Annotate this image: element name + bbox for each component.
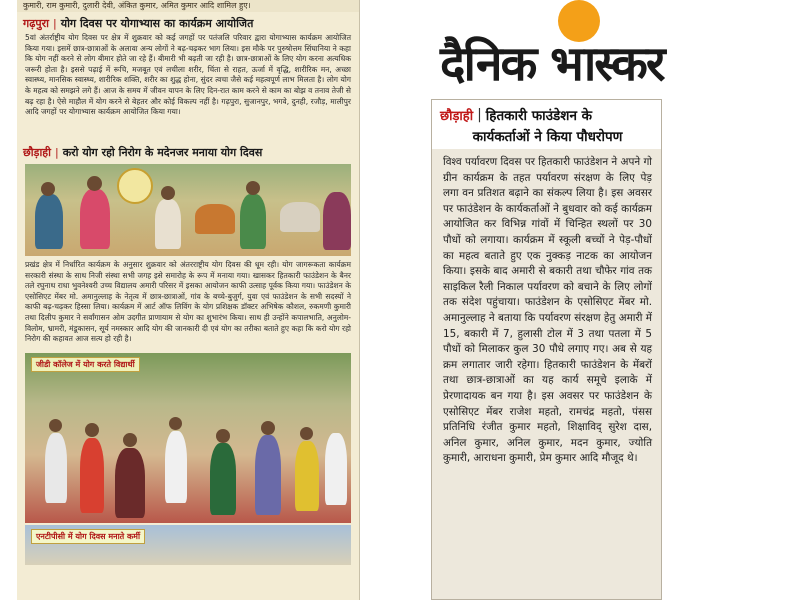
top-strip-text: कुमारी, राम कुमारी, दुलारी देवी, अंकित कुमार, अमित कुमार आदि शामिल हुए।: [17, 0, 359, 12]
yoga-photo-3: [25, 525, 351, 565]
article1-headline: योग दिवस पर योगाभ्यास का कार्यक्रम आयोजित: [60, 17, 254, 30]
separator: |: [54, 146, 59, 159]
photo2-caption: जीडी कॉलेज में योग करते विद्यार्थी: [31, 357, 140, 372]
article2-headline: करो योग रहो निरोग के मदेनजर मनाया योग दिवस: [62, 146, 263, 159]
right-article-place: छौड़ाही: [440, 109, 474, 124]
separator: |: [52, 17, 57, 30]
article2-headline-bar: [17, 141, 359, 162]
right-article-header: [432, 100, 661, 149]
dainik-bhaskar-logo: [440, 0, 730, 92]
article2-place: छौड़ाही: [23, 146, 51, 159]
separator: |: [477, 107, 482, 123]
right-news-clipping: [431, 99, 662, 600]
right-article-body: विश्व पर्यावरण दिवस पर हितकारी फाउंडेशन ने अपने गो ग्रीन कार्यक्रम के तहत पर्यावरण संरक्षण के लिए पेड़ लगा वन प्रतिशत बढ़ाने का संकल्प लिया है। इस अवसर पर फाउंडेशन के कार्यकर्ताओं ने बुधवार को कई कार्यक्रम आयोजित कर विभिन्न गांवों में चिन्हित स्थलों पर 30 पौधों को लगाया। कार्यक्रम में स्कूली बच्चों ने पेड़-पौधों का महत्व बताते हुए एक नुक्कड़ नाटक का आयोजन किया। इसके बाद अमारी से बकारी तथा चौफेर गांव तक साइकिल रैली निकाल पर्यावरण को बचाने के लिए लोगों तक संदेश पहुंचाया। फाउंडेशन के एसोसिएट मेंबर मो. अमानुल्लाह ने बताया कि पर्यावरण संरक्षण हेतु अमारी में 15, बकारी में 7, हुलासी टोल में 3 तथा पतला में 5 पौधों को मिलाकर कुल 30 पौधे लगाए गए। अब से यह क्रम लगातार जारी रहेगा। हितकारी फाउंडेशन के मेंबरों तथा छात्र-छात्राओं का यह कार्य समूचे इलाके में प्रेरणादायक बन गया है। इस अवसर पर फाउंडेशन के एसोसिएट मेंबर राजेश महतो, रामचंद्र महतो, पंसस प्रतिनिधि रंजीत कुमार महतो, शिक्षाविद् सुरेश दास, अनिल कुमार, अनिल कुमार, मदन कुमार, ज्योति कुमारी, आराधना कुमारी, प्रेम कुमार आदि मौजूद थे।: [443, 156, 652, 465]
yoga-photo-2: [25, 353, 351, 523]
right-article-title-line1: हितकारी फाउंडेशन के: [485, 108, 593, 124]
yoga-photo-1: [25, 164, 351, 256]
banner-logo-icon: [117, 168, 153, 204]
article1-place: गढ़पुरा: [23, 17, 49, 30]
left-news-clipping: [17, 0, 360, 600]
right-article-title-line2: कार्यकर्ताओं ने किया पौधरोपण: [472, 129, 623, 145]
article1-body: 5वां अंतर्राष्ट्रीय योग दिवस पर क्षेत्र में शुक्रवार को कई जगहों पर पतंजलि परिवार द्वारा योगाभ्यास कार्यक्रम आयोजित किया गया। इसमें छात्र-छात्राओं के अलावा अन्य लोगों ने बढ़-चढ़कर भाग लिया। इस मौके पर पुरुषोत्तम सिंघानिया ने कहा कि योग नहीं करने से लोग बीमार होते जा रहे हैं। बीमारी भी बढ़ती जा रही है। छात्र-छात्राओं के लिए योग करना अत्यधिक जरूरी होता है। इससे पढ़ाई में रूचि, मजबूत एवं लचीला शरीर, चिंता से राहत, ऊर्जा में वृद्धि, शारीरिक मन, अच्छा स्वास्थ्य, मानसिक स्वास्थ्य, शारीरिक शक्ति, शरीर का शुद्ध होना, सुंदर त्वचा जैसे कई महत्वपूर्ण लाभ मिलता है। लोग योग के महत्व को समझने लगे हैं। आज के समय में जीवन यापन के लिए दिन-रात काम करने से काम का बोझ व तनाव तेजी से बढ़ रहा है। ऐसे माहौल में योग करने से बेहतर और कोई विकल्प नहीं है। गढ़पुरा, सुजानपुर, भगवे, दुनही, रजौड़, मालीपुर आदि जगहों पर योगाभ्यास कार्यक्रम आयोजित किया गया।: [25, 33, 351, 117]
article1-headline-bar: [17, 12, 359, 33]
logo-text: दैनिक भास्कर: [440, 36, 664, 92]
photo3-caption: एनटीपीसी में योग दिवस मनाते कर्मी: [31, 529, 145, 544]
article2-body: प्रखंड क्षेत्र में निर्धारित कार्यक्रम के अनुसार शुक्रवार को अंतरराष्ट्रीय योग दिवस की धूम रही। योग जागरूकता कार्यक्रम सरकारी संस्था के साथ निजी संस्था सभी जगह इसे समारोह के रूप में मनाया गया। खासकर हितकारी फाउंडेशन के बैनर तले रघुनाथ राधा भुवनेश्वरी उच्च विद्यालय अमारी परिसर में इसका आयोजन काफी उत्साह पूर्वक किया गया। फाउंडेशन के एसोसिएट मेंबर मो. अमानुल्लाह के नेतृत्व में छात्र-छात्राओं, गांव के बच्चे-बुजुर्ग, युवा एवं फाउंडेशन के सभी सदस्यों ने काफी बढ़-चढ़कर हिस्सा लिया। कार्यक्रम में आर्ट ऑफ लिविंग के योग प्रशिक्षक डॉक्टर अभिषेक कौशल, रुकमणी कुमारी तथा दिलीप कुमार ने सर्वांगासन ओम उदगीत प्राणायाम से योग का शुभारंभ किया। साथ ही उन्होंने कपालभाति, अनुलोम-विलोम, भ्रामरी, मंडूकासन, सूर्य नमस्कार आदि योग की जानकारी दी एवं योग का तरीका बताते हुए कहा कि करो योग रहो निरोग की कहावत आज सत्य हो रही है।: [25, 260, 351, 344]
